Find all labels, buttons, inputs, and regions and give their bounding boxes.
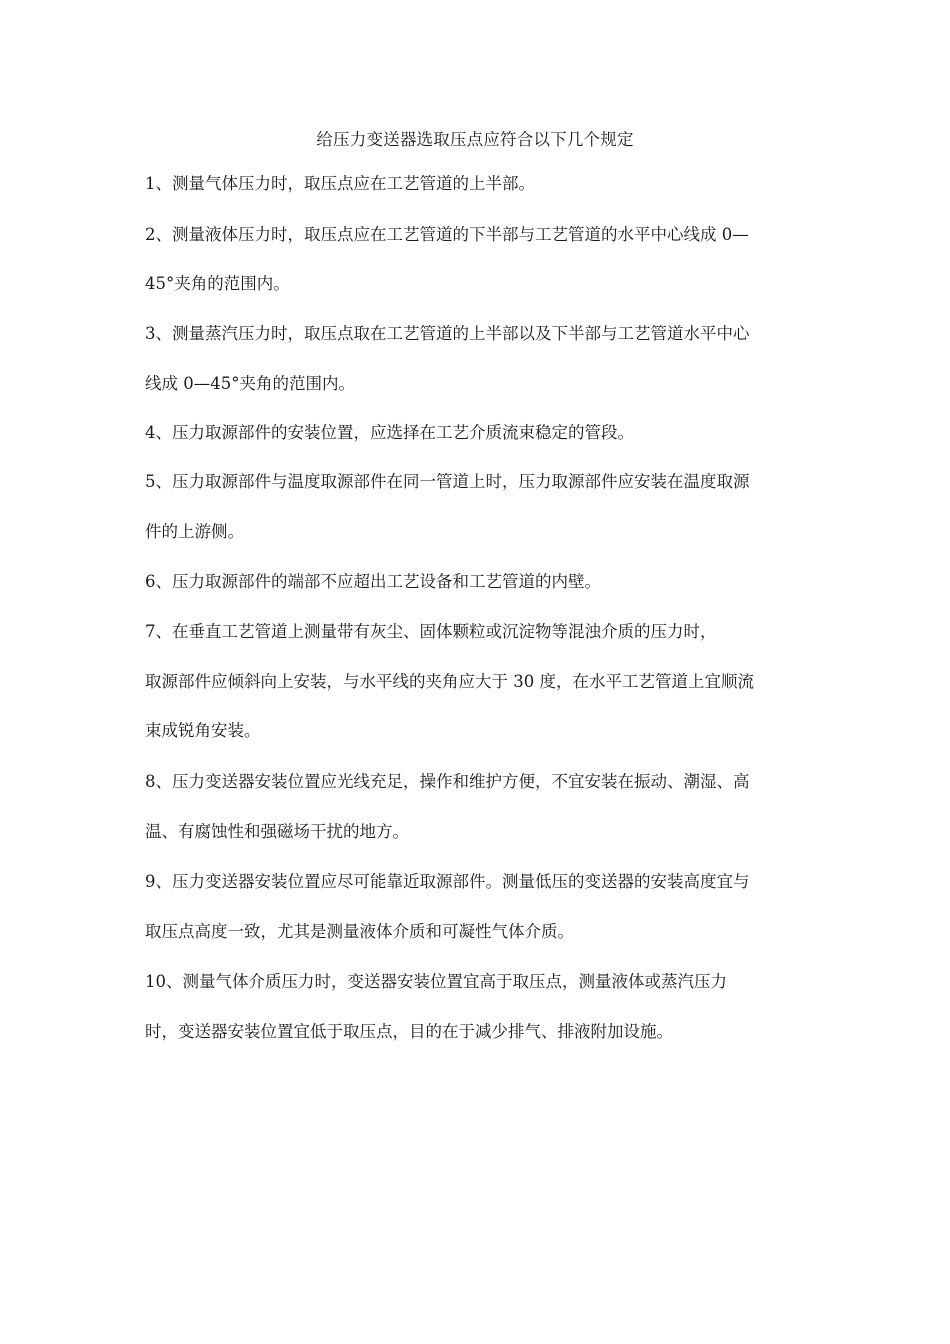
text-line: 取压点高度一致，尤其是测量液体介质和可凝性气体介质。 <box>145 922 574 941</box>
text-line: 9、压力变送器安装位置应尽可能靠近取源部件。测量低压的变送器的安装高度宜与 <box>145 872 750 891</box>
text-line: 45°夹角的范围内。 <box>145 274 290 293</box>
text-line: 5、压力取源部件与温度取源部件在同一管道上时，压力取源部件应安装在温度取源 <box>145 472 750 491</box>
text-line: 2、测量液体压力时，取压点应在工艺管道的下半部与工艺管道的水平中心线成 0— <box>145 225 749 244</box>
text-line: 件的上游侧。 <box>145 522 244 541</box>
text-line: 温、有腐蚀性和强磁场干扰的地方。 <box>145 822 409 841</box>
text-line: 10、测量气体介质压力时，变送器安装位置宜高于取压点，测量液体或蒸汽压力 <box>145 972 727 991</box>
text-line: 1、测量气体压力时，取压点应在工艺管道的上半部。 <box>145 174 535 193</box>
text-line: 时，变送器安装位置宜低于取压点，目的在于减少排气、排液附加设施。 <box>145 1022 673 1041</box>
text-line: 7、在垂直工艺管道上测量带有灰尘、固体颗粒或沉淀物等混浊介质的压力时， <box>145 622 717 641</box>
text-line: 3、测量蒸汽压力时，取压点取在工艺管道的上半部以及下半部与工艺管道水平中心 <box>145 324 750 343</box>
document-title: 给压力变送器选取压点应符合以下几个规定 <box>316 130 634 149</box>
text-line: 取源部件应倾斜向上安装，与水平线的夹角应大于 30 度，在水平工艺管道上宜顺流 <box>145 672 754 691</box>
text-line: 8、压力变送器安装位置应光线充足，操作和维护方便，不宜安装在振动、潮湿、高 <box>145 772 750 791</box>
text-line: 线成 0—45°夹角的范围内。 <box>145 374 355 393</box>
text-line: 束成锐角安装。 <box>145 721 261 740</box>
text-line: 6、压力取源部件的端部不应超出工艺设备和工艺管道的内壁。 <box>145 572 601 591</box>
text-line: 4、压力取源部件的安装位置，应选择在工艺介质流束稳定的管段。 <box>145 423 634 442</box>
